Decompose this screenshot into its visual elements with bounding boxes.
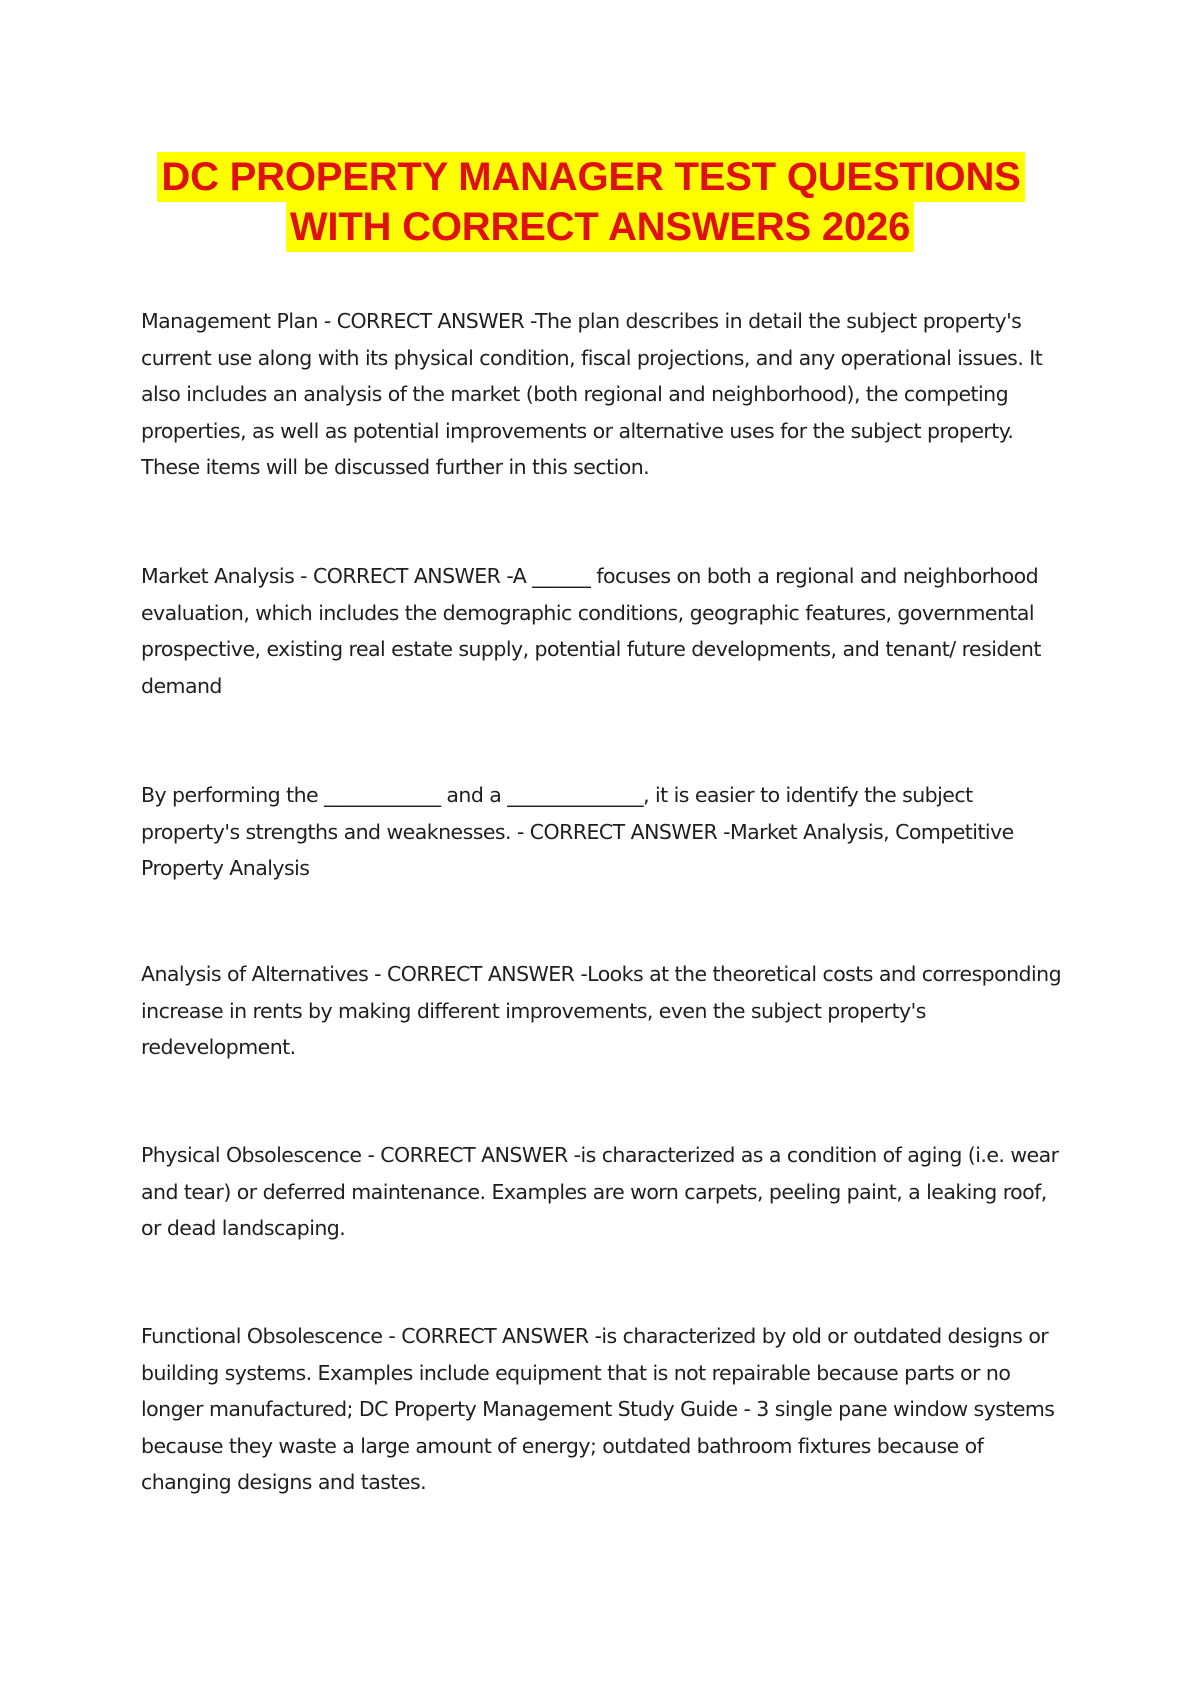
qa-entry-physical-obsolescence: Physical Obsolescence - CORRECT ANSWER -is characterized as a condition of aging (i.e. wear and tear) or deferred maintenance. Examples are worn carpets, peeling paint, a leaking roof, or dead landscaping. bbox=[141, 1143, 1059, 1240]
title-line-2: WITH CORRECT ANSWERS 2026 bbox=[286, 202, 914, 252]
document-title bbox=[0, 152, 1200, 252]
qa-entry-functional-obsolescence: Functional Obsolescence - CORRECT ANSWER -is characterized by old or outdated designs or building systems. Examples include equipment that is not repairable because parts or no longer manufactured; DC Property Management Study Guide - 3 single pane window systems because they waste a large amount of energy; outdated bathroom fixtures because of changing designs and tastes. bbox=[141, 1324, 1055, 1494]
qa-entry-performing-analysis: By performing the ____________ and a ______________, it is easier to identify the subject property's strengths and weaknesses. - CORRECT ANSWER -Market Analysis, Competitive Property Analysis bbox=[141, 783, 1014, 880]
qa-entry-market-analysis: Market Analysis - CORRECT ANSWER -A ______ focuses on both a regional and neighborhood evaluation, which includes the demographic conditions, geographic features, governmental prospective, existing real estate supply, potential future developments, and tenant/ resident demand bbox=[141, 564, 1041, 698]
qa-entry-management-plan: Management Plan - CORRECT ANSWER -The plan describes in detail the subject property's current use along with its physical condition, fiscal projections, and any operational issues. It also includes an analysis of the market (both regional and neighborhood), the competing properties, as well as potential improvements or alternative uses for the subject property. These items will be discussed further in this section. bbox=[141, 309, 1043, 479]
qa-list bbox=[141, 303, 1071, 1501]
title-line-1: DC PROPERTY MANAGER TEST QUESTIONS bbox=[157, 152, 1024, 202]
qa-entry-analysis-of-alternatives: Analysis of Alternatives - CORRECT ANSWER -Looks at the theoretical costs and corresponding increase in rents by making different improvements, even the subject property's redevelopment. bbox=[141, 962, 1062, 1059]
